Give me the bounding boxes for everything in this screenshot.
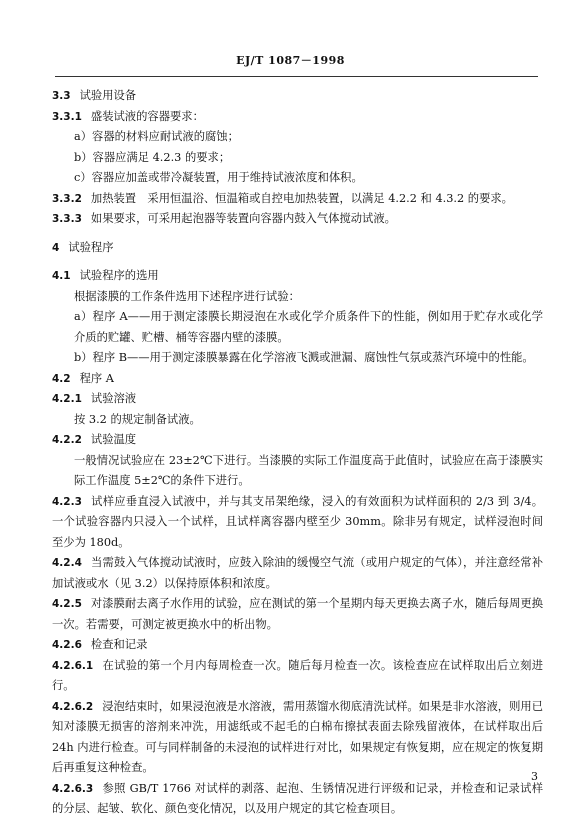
section-3-3: 3.3 试验用设备 xyxy=(52,89,137,102)
header-rule xyxy=(55,76,538,77)
item-c: c）容器应加盖或带冷凝装置，用于维持试液浓度和体积。 xyxy=(74,171,363,184)
section-4-2-6-2: 4.2.6.2 浸泡结束时，如果浸泡液是水溶液，需用蒸馏水彻底清洗试样。如果是非水溶液，则用已知对漆膜无损害的溶剂来冲洗，用滤纸或不起毛的白棉布擦拭表面去除残留液体，在试样取出后 24h 内进行检查。可与同样制备的未浸泡的试样进行对比，如果规定有恢复期，应在规定的恢复期后再重复这种检查。 xyxy=(52,699,543,774)
section-4-2-4: 4.2.4 当需鼓入气体搅动试液时，应鼓入除油的缓慢空气流（或用户规定的气体），并注意经常补加试液或水（见 3.2）以保持原体积和浓度。 xyxy=(52,556,543,590)
section-4-2-5: 4.2.5 对漆膜耐去离子水作用的试验，应在测试的第一个星期内每天更换去离子水，随后每周更换一次。若需要，可测定被更换水中的析出物。 xyxy=(52,597,543,631)
standard-code-header: EJ/T 1087－1998 xyxy=(236,54,345,67)
section-4-2-3: 4.2.3 试样应垂直浸入试液中，并与其支吊架绝缘，浸入的有效面积为试样面积的 2/3 到 3/4。一个试验容器内只浸入一个试样，且试样离容器内壁至少 30mm。除非另有规定，试样浸泡时间至少为 180d。 xyxy=(52,494,543,549)
section-4-2-6-1: 4.2.6.1 在试验的第一个月内每周检查一次。随后每月检查一次。该检查应在试样取出后立刻进行。 xyxy=(52,658,543,692)
section-4-2-6: 4.2.6 检查和记录 xyxy=(52,638,148,651)
section-3-3-3: 3.3.3 如果要求，可采用起泡器等装置向容器内鼓入气体搅动试液。 xyxy=(52,212,396,225)
section-3-3-1: 3.3.1 盛装试液的容器要求： xyxy=(52,109,204,123)
section-4-1: 4.1 试验程序的选用 xyxy=(52,269,159,282)
section-4: 4 试验程序 xyxy=(52,240,114,254)
section-4-1-paragraph: 根据漆膜的工作条件选用下述程序进行试验： xyxy=(74,289,300,303)
page-number: 3 xyxy=(531,770,538,783)
item-b: b）容器应满足 4.2.3 的要求； xyxy=(74,150,231,164)
item-a: a）容器的材料应耐试液的腐蚀； xyxy=(74,130,239,143)
section-3-3-2: 3.3.2 加热装置 采用恒温浴、恒温箱或自控电加热装置，以满足 4.2.2 和 4.3.2 的要求。 xyxy=(52,191,513,205)
section-4-2-2: 4.2.2 试验温度 xyxy=(52,433,137,446)
section-4-2-1-paragraph: 按 3.2 的规定制备试液。 xyxy=(74,412,201,426)
section-4-2-6-3: 4.2.6.3 参照 GB/T 1766 对试样的剥落、起泡、生锈情况进行评级和记录，并检查和记录试样的分层、起皱、软化、颜色变化情况，以及用户规定的其它检查项目。 xyxy=(52,781,543,815)
section-4-2-1: 4.2.1 试验溶液 xyxy=(52,392,137,405)
section-4-2: 4.2 程序 A xyxy=(52,371,114,385)
program-b-description: b）程序 B——用于测定漆膜暴露在化学溶液飞溅或泄漏、腐蚀性气氛或蒸汽环境中的性能。 xyxy=(74,351,534,364)
section-4-2-2-paragraph: 一般情况试验应在 23±2℃下进行。当漆膜的实际工作温度高于此值时，试验应在高于漆膜实际工作温度 5±2℃的条件下进行。 xyxy=(74,453,543,487)
program-a-description: a）程序 A——用于测定漆膜长期浸泡在水或化学介质条件下的性能，例如用于贮存水或化学介质的贮罐、贮槽、桶等容器内壁的漆膜。 xyxy=(74,310,543,344)
document-body xyxy=(52,86,543,820)
